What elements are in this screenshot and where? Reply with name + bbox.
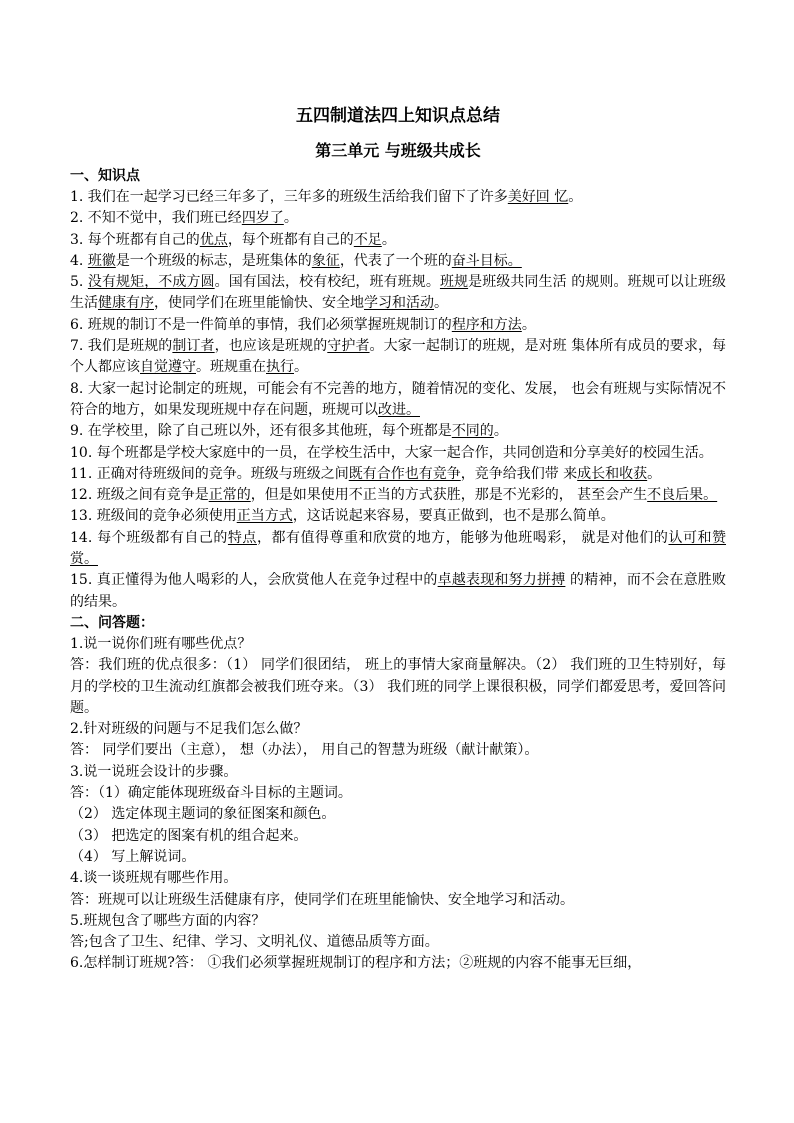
point-text: ，也应该是班规的 <box>214 338 328 355</box>
unit-subtitle: 第三单元 与班级共成长 <box>315 141 481 160</box>
knowledge-point <box>70 230 726 251</box>
document-title: 五四制道法四上知识点总结 <box>296 106 500 126</box>
key-phrase: 不足 <box>353 231 382 248</box>
answer: 答;包含了卫生、纪律、学习、文明礼仪、道德品质等方面。 <box>70 934 439 951</box>
question: 4.谈一谈班规有哪些作用。 <box>70 870 238 887</box>
point-text: 6. 班规的制订不是一件简单的事情，我们必须掌握班规制订的 <box>70 316 452 333</box>
point-text: 11. 正确对待班级间的竞争。班级与班级之间 <box>70 465 349 482</box>
question: 1.说一说你们班有哪些优点？ <box>70 635 252 652</box>
point-text: ，代表了一个班的 <box>339 252 452 269</box>
key-phrase: 象征 <box>311 252 340 269</box>
key-phrase: 守护者 <box>327 338 370 355</box>
point-text: 10. 每个班都是学校大家庭中的一员，在学校生活中，大家一起合作，共同创造和分享美好的校园生活。 <box>70 444 713 461</box>
key-phrase: 不良后果。 <box>647 487 718 504</box>
key-phrase: 认可和赞赏。 <box>70 529 727 568</box>
answer: 答：我们班的优点很多：（1） 同学们很团结， 班上的事情大家商量解决。（2） 我们班的卫生特别好，每月的学校的卫生流动红旗都会被我们班夺来。（3） 我们班的同学上课很积极，同学们都爱思考，爱回答问题。 <box>70 657 726 716</box>
qa-list <box>70 634 726 975</box>
key-phrase: 自觉遵守 <box>140 359 196 376</box>
point-text: ，都有值得尊重和欣赏的地方，能够为他班喝彩， 就是对他们的 <box>256 529 669 546</box>
question: 2.针对班级的问题与不足我们怎么做？ <box>70 721 308 738</box>
answer: 答：（1）确定能体现班级奋斗目标的主题词。 <box>70 785 352 802</box>
point-text: 是班级共同生活 的规则。班规可以让班级生活 <box>70 274 727 312</box>
knowledge-point <box>70 464 726 485</box>
point-text: ，每个班都有自己的 <box>227 231 354 248</box>
key-phrase: 成长和收获 <box>577 465 648 482</box>
point-text: 9. 在学校里，除了自己班以外，还有很多其他班，每个班都是 <box>70 423 452 440</box>
key-phrase: 特点 <box>227 529 257 546</box>
knowledge-point <box>70 485 726 506</box>
point-text: 。 <box>521 316 536 333</box>
section-heading-knowledge: 一、知识点 <box>70 168 140 184</box>
point-text: 3. 每个班都有自己的 <box>70 231 200 248</box>
answer: （2） 选定体现主题词的象征图案和颜色。 <box>70 806 336 823</box>
point-text: 。 <box>493 423 508 440</box>
key-phrase: 改进。 <box>378 401 420 418</box>
point-text: 。国有国法，校有校纪，班有班规。 <box>214 274 440 291</box>
point-text: 5. <box>70 274 88 291</box>
point-text: 2. 不知不觉中，我们班已经 <box>70 210 242 227</box>
knowledge-point <box>70 315 726 336</box>
answer: （3） 把选定的图案有机的组合起来。 <box>70 827 308 844</box>
key-phrase: 正当方式 <box>236 508 293 525</box>
key-phrase: 奋斗目标。 <box>451 252 522 269</box>
key-phrase: 学习和活动 <box>364 295 434 312</box>
point-text: 是一个班级的标志，是班集体的 <box>115 252 312 269</box>
question: 6.怎样制订班规?答： ①我们必须掌握班规制订的程序和方法；②班规的内容不能事无巨细， <box>70 955 642 972</box>
key-phrase: 不同的 <box>451 423 494 440</box>
answer: 答： 同学们要出（主意）， 想（办法）， 用自己的智慧为班级（献计献策）。 <box>70 742 539 759</box>
key-phrase: 卓越表现和努力拼搏 <box>437 572 566 589</box>
point-text: 8. 大家一起讨论制定的班规，可能会有不完善的地方，随着情况的变化、发展， 也会有班规与实际情况不符合的地方，如果发现班规中存在问题，班规可以 <box>70 380 726 418</box>
point-text: 。 <box>294 359 308 376</box>
question: 5.班规包含了哪些方面的内容？ <box>70 912 266 929</box>
knowledge-point <box>70 336 726 379</box>
answer: 答：班规可以让班级生活健康有序，使同学们在班里能愉快、安全地学习和活动。 <box>70 891 574 908</box>
point-text: ，竞争给我们带 来 <box>460 465 578 482</box>
key-phrase: 四岁了 <box>241 210 284 227</box>
point-text: 。班规重在 <box>196 359 266 376</box>
key-phrase: 没有规矩，不成方圆 <box>87 274 215 291</box>
point-text: 。 <box>381 231 396 248</box>
key-phrase: 优点 <box>199 231 228 248</box>
point-text: ，使同学们在班里能愉快、安全地 <box>154 295 364 312</box>
point-text: 7. 我们是班规的 <box>70 338 173 355</box>
knowledge-point <box>70 251 726 272</box>
knowledge-point <box>70 570 726 613</box>
knowledge-point <box>70 506 726 527</box>
knowledge-point <box>70 421 726 442</box>
section-heading-qa: 二、问答题： <box>70 614 154 631</box>
knowledge-point <box>70 272 726 315</box>
point-text: 13. 班级间的竞争必须使用 <box>70 508 237 525</box>
knowledge-point <box>70 208 726 229</box>
point-text: 。 <box>434 295 448 312</box>
point-text: 。大家一起制订的班规，是对班 集体所有成员的要求，每个人都应该 <box>70 338 727 376</box>
point-text: 。 <box>568 189 583 205</box>
key-phrase: 班徽 <box>87 252 116 269</box>
point-text: 。 <box>647 465 662 482</box>
key-phrase: 班规 <box>439 274 469 291</box>
knowledge-point <box>70 528 726 571</box>
point-text: 1. 我们在一起学习已经三年多了，三年多的班级生活给我们留下了许多 <box>70 189 508 205</box>
question: 3.说一说班会设计的步骤。 <box>70 763 238 780</box>
point-text: 14. 每个班级都有自己的 <box>70 529 228 546</box>
point-text: 。 <box>283 210 298 227</box>
point-text: 4. <box>70 252 88 269</box>
key-phrase: 制订者 <box>172 338 215 355</box>
point-text: 15. 真正懂得为他人喝彩的人，会欣赏他人在竞争过程中的 <box>70 572 438 589</box>
point-text: 12. 班级之间有竞争是 <box>70 487 209 504</box>
key-phrase: 既有合作也有竞争 <box>348 465 461 482</box>
key-phrase: 健康有序 <box>98 295 154 312</box>
key-phrase: 美好回 忆 <box>507 189 569 205</box>
knowledge-point <box>70 187 726 208</box>
point-text: ，但是如果使用不正当的方式获胜，那是不光彩的， 甚至会产生 <box>250 487 648 504</box>
key-phrase: 执行 <box>266 359 294 376</box>
key-phrase: 正常的 <box>208 487 251 504</box>
point-text: 的精神，而不会在意胜败的结果。 <box>70 572 726 610</box>
answer: （4） 写上解说词。 <box>70 848 196 865</box>
knowledge-point <box>70 379 726 422</box>
key-phrase: 程序和方法 <box>451 316 522 333</box>
knowledge-point <box>70 443 726 464</box>
point-text: ，这话说起来容易，要真正做到，也不是那么简单。 <box>292 508 615 525</box>
knowledge-points-list <box>70 187 726 613</box>
